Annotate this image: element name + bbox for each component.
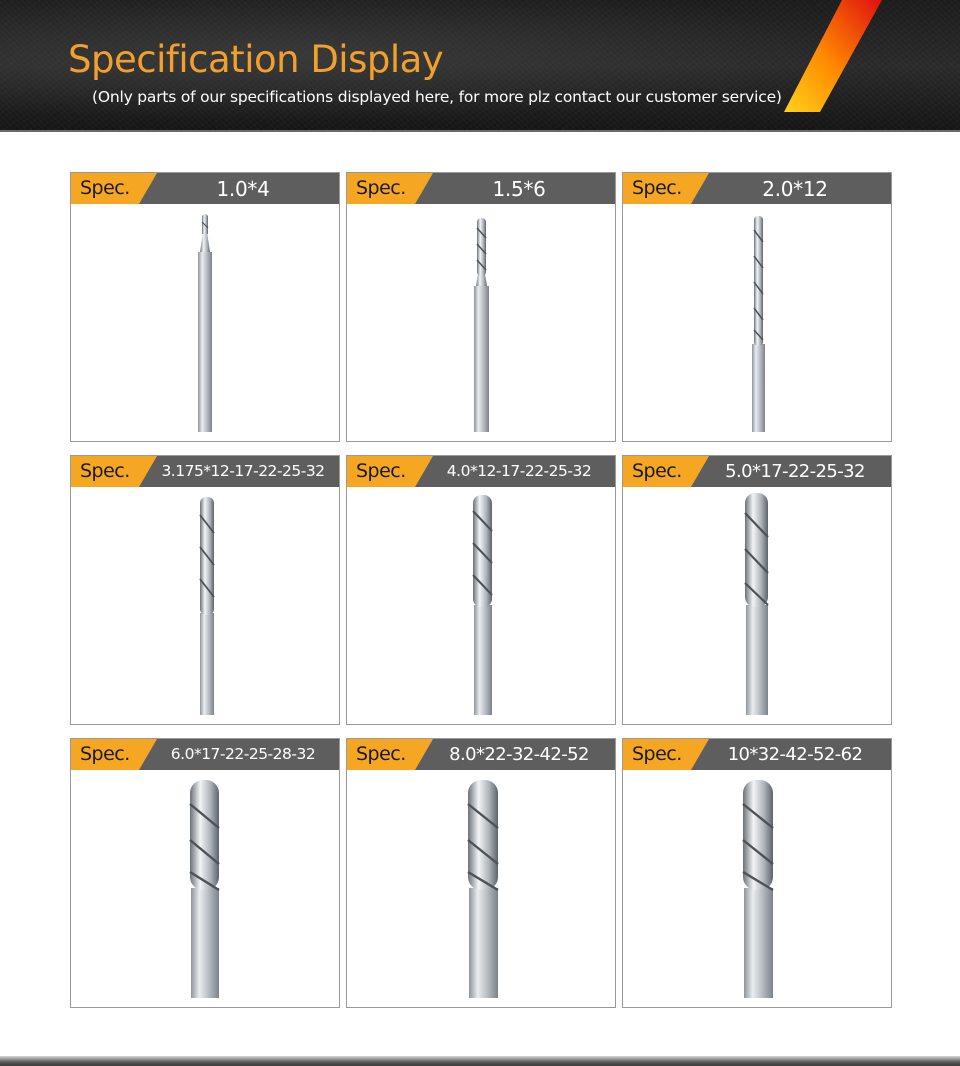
spec-tab xyxy=(623,739,709,770)
spec-header xyxy=(71,173,339,204)
spec-value: 1.5*6 xyxy=(492,177,546,201)
spec-tab xyxy=(623,173,709,204)
spec-value: 1.0*4 xyxy=(216,177,270,201)
spec-value: 8.0*22-32-42-52 xyxy=(449,744,589,765)
spec-label: Spec. xyxy=(632,177,682,199)
spec-header xyxy=(623,173,891,204)
end-mill-image xyxy=(347,770,615,1007)
spec-tab xyxy=(347,173,433,204)
spec-label: Spec. xyxy=(80,743,130,765)
spec-header xyxy=(71,739,339,770)
spec-card xyxy=(70,455,340,725)
end-mill-image xyxy=(623,204,891,441)
footer-divider xyxy=(0,1056,960,1066)
spec-value: 2.0*12 xyxy=(762,177,828,201)
spec-card xyxy=(70,172,340,442)
spec-card xyxy=(622,738,892,1008)
end-mill-image xyxy=(347,487,615,724)
end-mill-image xyxy=(347,204,615,441)
header-banner xyxy=(0,0,960,132)
spec-tab xyxy=(71,456,157,487)
end-mill-image xyxy=(71,204,339,441)
spec-header xyxy=(71,456,339,487)
spec-label: Spec. xyxy=(356,177,406,199)
spec-card xyxy=(346,172,616,442)
end-mill-image xyxy=(623,770,891,1007)
spec-label: Spec. xyxy=(632,743,682,765)
banner-divider xyxy=(0,130,960,132)
spec-tab xyxy=(347,456,433,487)
spec-header xyxy=(347,456,615,487)
spec-value: 10*32-42-52-62 xyxy=(727,744,863,765)
page-title: Specification Display xyxy=(68,38,444,81)
spec-label: Spec. xyxy=(80,460,130,482)
spec-label: Spec. xyxy=(356,743,406,765)
spec-header xyxy=(347,173,615,204)
spec-header xyxy=(347,739,615,770)
decorative-stripe xyxy=(780,0,890,112)
spec-card xyxy=(622,455,892,725)
end-mill-image xyxy=(71,770,339,1007)
spec-label: Spec. xyxy=(632,460,682,482)
end-mill-image xyxy=(623,487,891,724)
spec-label: Spec. xyxy=(356,460,406,482)
spec-tab xyxy=(347,739,433,770)
spec-tab xyxy=(71,739,157,770)
page-subtitle: (Only parts of our specifications displayed here, for more plz contact our customer service) xyxy=(92,88,782,106)
spec-header xyxy=(623,739,891,770)
spec-card xyxy=(346,738,616,1008)
spec-value: 5.0*17-22-25-32 xyxy=(725,461,865,482)
spec-label: Spec. xyxy=(80,177,130,199)
end-mill-image xyxy=(71,487,339,724)
spec-tab xyxy=(623,456,709,487)
spec-header xyxy=(623,456,891,487)
spec-card xyxy=(622,172,892,442)
spec-card xyxy=(70,738,340,1008)
spec-value: 3.175*12-17-22-25-32 xyxy=(161,462,325,480)
spec-card xyxy=(346,455,616,725)
spec-tab xyxy=(71,173,157,204)
spec-value: 6.0*17-22-25-28-32 xyxy=(170,745,316,763)
spec-value: 4.0*12-17-22-25-32 xyxy=(446,462,592,480)
